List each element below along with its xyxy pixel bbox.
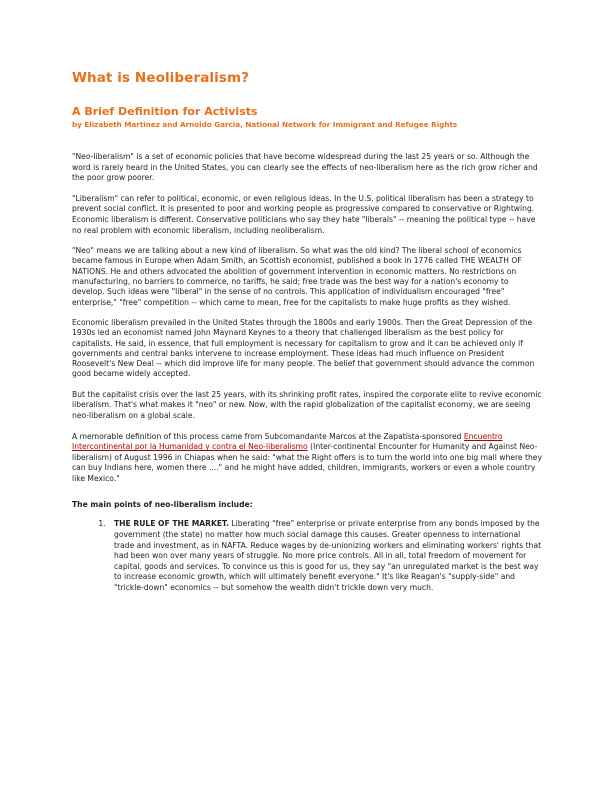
main-points-heading: The main points of neo-liberalism include: — [72, 500, 253, 510]
paragraph-liberalism: "Liberalism" can refer to political, economic, or even religious ideas. In the U.S. political liberalism has been a strategy to prevent social conflict. It is presented to poor and working people as progressive compared to conservative or Rightwing. Economic liberalism is different. Conservative politicians who say they hate "liberals" -- meaning the political type -- have no real problem with economic liberalism, including neoliberalism. — [72, 193, 536, 235]
marcos-text-before: A memorable definition of this process came from Subcomandante Marcos at the Zapatista-sponsored — [72, 431, 464, 441]
article-body — [72, 152, 542, 594]
page-subtitle: A Brief Definition for Activists — [72, 105, 258, 118]
paragraph-crisis: But the capitalist crisis over the last 25 years, with its shrinking profit rates, inspired the corporate elite to revive economic liberalism. That's what makes it "neo" or new. Now, with the rapid globalization of the capitalist economy, we are seeing neo-liberalism on a global scale. — [72, 389, 542, 420]
marcos-text-after: (Inter-continental Encounter for Humanity and Against Neo-liberalism) of August 1996 in Chiapas when he said: "what the Right offers is to turn the world into one big mall where they can buy Indians here, women there ...." and he might have added, children, immigrants, workers or even a whole country like Mexico." — [72, 442, 542, 483]
paragraph-neo: "Neo" means we are talking about a new kind of liberalism. So what was the old kind? The liberal school of economics became famous in Europe when Adam Smith, an Scottish economist, published a book in 1776 called THE WEALTH OF NATIONS. He and others advocated the abolition of government intervention in economic matters. No restrictions on manufacturing, no barriers to commerce, no tariffs, he said; free trade was the best way for a nation's economy to develop. Such ideas were "liberal" in the sense of no controls. This application of individualism encouraged "free" enterprise," "free" competition -- which came to mean, free for the capitalists to make huge profits as they wished. — [72, 246, 522, 307]
list-item — [108, 519, 542, 593]
document-page — [72, 70, 542, 594]
byline: by Elizabeth Martinez and Arnoldo Garcia, National Network for Immigrant and Refugee Rights — [72, 120, 458, 129]
point-text: Liberating "free" enterprise or private enterprise from any bonds imposed by the government (the state) no matter how much social damage this causes. Greater openness to international trade and investment, as in NAFTA. Reduce wages by de-unionizing workers and eliminating workers' rights that had been won over many years of struggle. No more price controls. All in all, total freedom of movement for capital, goods and services. To convince us this is good for us, they say "an unregulated market is the best way to increase economic growth, which will ultimately benefit everyone." It's like Reagan's "supply-side" and "trickle-down" economics -- but somehow the wealth didn't trickle down very much. — [114, 519, 542, 593]
paragraph-marcos — [72, 432, 542, 485]
page-title: What is Neoliberalism? — [72, 70, 250, 86]
point-lead: THE RULE OF THE MARKET. — [114, 519, 229, 529]
encuentro-link[interactable]: Encuentro Intercontinental por la Humanidad y contra el Neo-liberalismo — [72, 431, 503, 452]
main-points-list — [72, 519, 542, 593]
paragraph-history: Economic liberalism prevailed in the United States through the 1800s and early 1900s. Then the Great Depression of the 1930s led an economist named John Maynard Keynes to a theory that challenged liberalism as the best policy for capitalists. He said, in essence, that full employment is necessary for capitalism to grow and it can be achieved only if governments and central banks intervene to increase employment. These ideas had much influence on President Roosevelt's New Deal -- which did improve life for many people. The belief that government should advance the common good became widely accepted. — [72, 317, 535, 379]
paragraph-intro: "Neo-liberalism" is a set of economic policies that have become widespread during the last 25 years or so. Although the word is rarely heard in the United States, you can clearly see the effects of neo-liberalism here as the rich grow richer and the poor grow poorer. — [72, 152, 538, 183]
